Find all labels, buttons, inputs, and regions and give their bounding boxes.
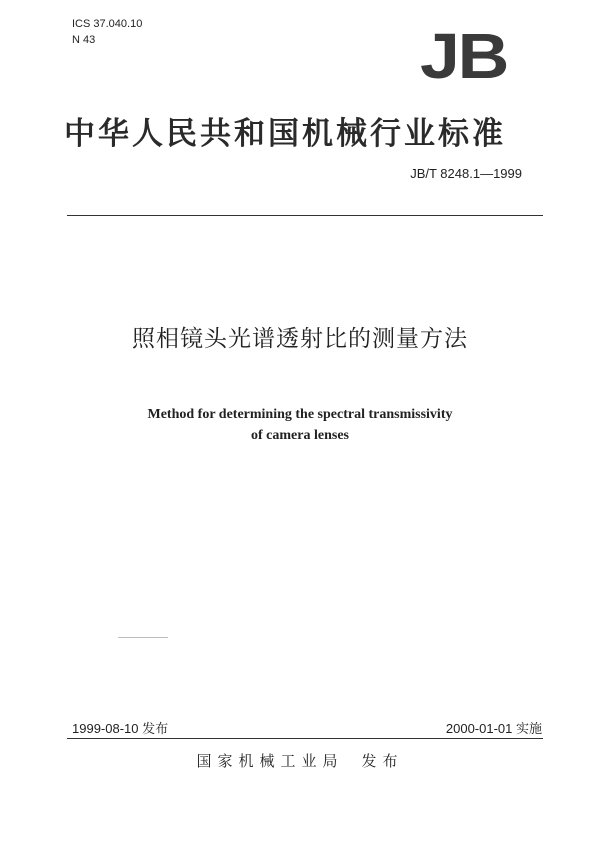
title-en-line-2: of camera lenses	[251, 428, 349, 443]
issuing-action: 发布	[361, 752, 404, 770]
issue-date: 1999-08-10 发布	[72, 721, 169, 736]
classification-code: N 43	[72, 34, 96, 46]
faint-divider	[118, 637, 168, 638]
ics-code: ICS 37.040.10	[72, 18, 143, 30]
footer-divider	[67, 738, 543, 739]
jb-logo: JB	[420, 20, 508, 92]
standard-code: JB/T 8248.1—1999	[410, 166, 522, 181]
document-title-en	[0, 404, 600, 446]
implementation-date: 2000-01-01 实施	[445, 721, 542, 736]
document-title-cn: 照相镜头光谱透射比的测量方法	[132, 326, 468, 352]
header-divider	[67, 215, 543, 216]
standard-title: 中华人民共和国机械行业标准	[64, 116, 506, 152]
issuing-organization: 国家机械工业局	[196, 752, 344, 770]
ics-block	[72, 16, 142, 48]
title-en-line-1: Method for determining the spectral transmissivity	[147, 407, 453, 422]
issuer-line	[0, 750, 600, 771]
